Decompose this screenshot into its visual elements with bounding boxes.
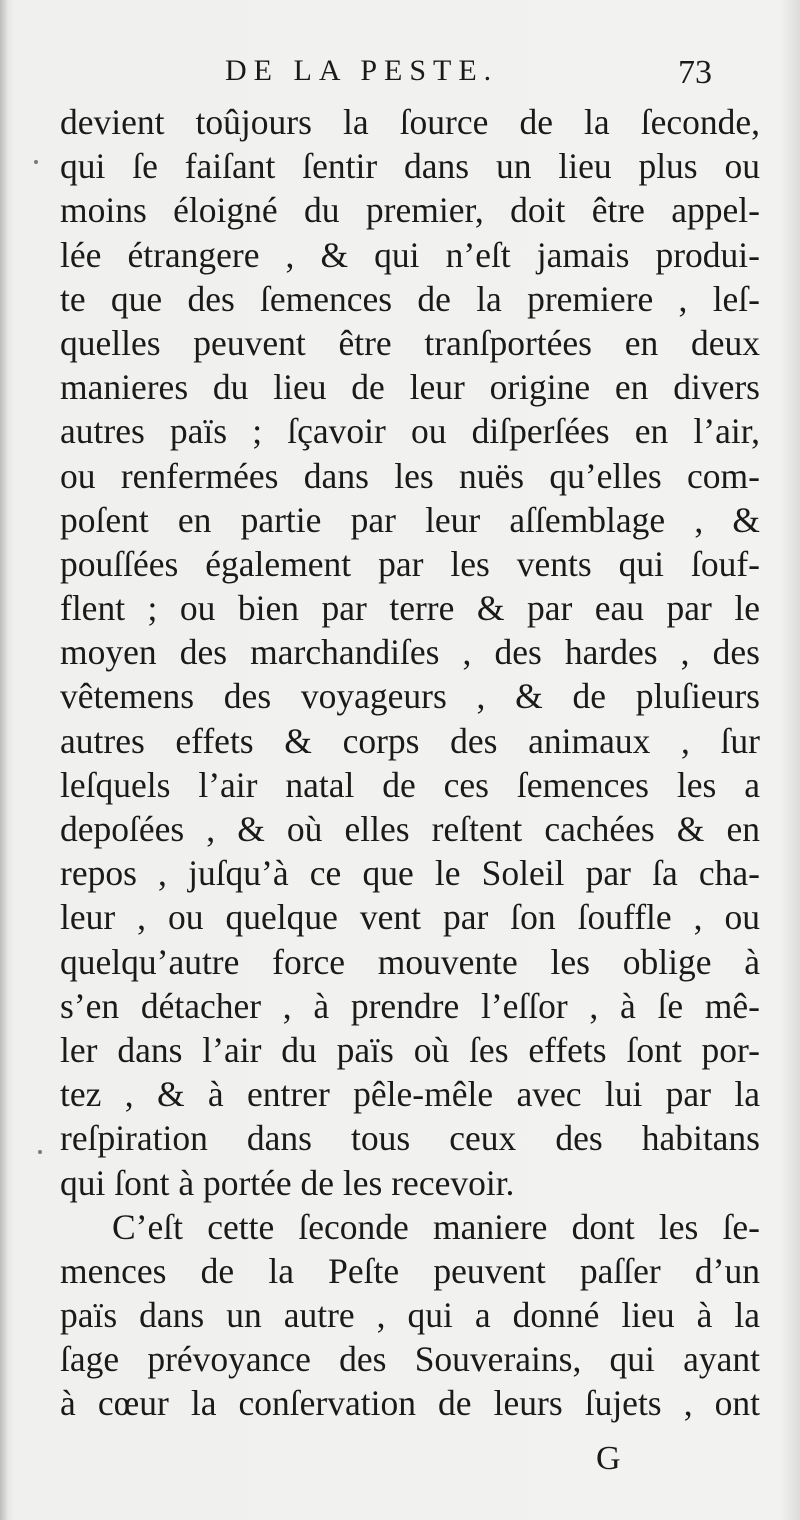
- text-line: qui ſe faiſant ſentir dans un lieu plus ou: [60, 146, 760, 187]
- text-line: tez , & à entrer pêle-mêle avec lui par la: [60, 1074, 760, 1115]
- page-number: 73: [678, 54, 712, 91]
- text-line: leur , ou quelque vent par ſon ſouffle , ou: [60, 897, 760, 938]
- paragraph-2: [60, 1205, 760, 1426]
- text-line: devient toûjours la ſource de la ſeconde,: [60, 102, 760, 142]
- text-line: manieres du lieu de leur origine en divers: [60, 367, 760, 408]
- text-line: te que des ſemences de la premiere , leſ-: [60, 278, 760, 319]
- text-line: poſent en partie par leur aſſemblage , &: [60, 499, 760, 540]
- text-line: pouſſées également par les vents qui ſouf-: [60, 543, 760, 584]
- text-line: quelles peuvent être tranſportées en deux: [60, 322, 760, 363]
- running-head: [0, 48, 800, 98]
- text-line: autres païs ; ſçavoir ou diſperſées en l’air,: [60, 411, 760, 452]
- signature-mark: G: [596, 1440, 621, 1477]
- text-line: s’en détacher , à prendre l’eſſor , à ſe mê-: [60, 985, 760, 1026]
- margin-mark: [38, 1150, 42, 1154]
- body-text: [60, 100, 760, 1426]
- text-line: ler dans l’air du païs où ſes effets ſont por-: [60, 1029, 760, 1070]
- text-line: ſage prévoyance des Souverains, qui ayant: [60, 1339, 760, 1380]
- text-line: autres effets & corps des animaux , ſur: [60, 720, 760, 761]
- text-line: lée étrangere , & qui n’eſt jamais produi-: [60, 234, 760, 275]
- text-line: C’eſt cette ſeconde maniere dont les ſe-: [112, 1206, 760, 1247]
- paragraph-1: [60, 100, 760, 1205]
- page-gutter-shadow: [0, 0, 8, 1520]
- margin-mark: [34, 160, 38, 164]
- text-line: repos , juſqu’à ce que le Soleil par ſa cha-: [60, 853, 760, 894]
- text-line: reſpiration dans tous ceux des habitans: [60, 1118, 760, 1159]
- text-line: vêtemens des voyageurs , & de pluſieurs: [60, 676, 760, 717]
- text-line: flent ; ou bien par terre & par eau par le: [60, 588, 760, 629]
- text-line: moins éloigné du premier, doit être appel-: [60, 190, 760, 231]
- text-line: quelqu’autre force mouvente les oblige à: [60, 941, 760, 982]
- text-line: ou renfermées dans les nuës qu’elles com-: [60, 455, 760, 496]
- text-line: mences de la Peſte peuvent paſſer d’un: [60, 1250, 760, 1291]
- text-line: qui ſont à portée de les recevoir.: [60, 1162, 515, 1203]
- text-line: païs dans un autre , qui a donné lieu à la: [60, 1295, 760, 1336]
- text-line: depoſées , & où elles reſtent cachées & en: [60, 809, 760, 849]
- text-line: leſquels l’air natal de ces ſemences les a: [60, 764, 760, 805]
- text-line: moyen des marchandiſes , des hardes , des: [60, 632, 760, 673]
- text-line: à cœur la conſervation de leurs ſujets , ont: [60, 1383, 760, 1424]
- running-title: DE LA PESTE.: [225, 54, 499, 87]
